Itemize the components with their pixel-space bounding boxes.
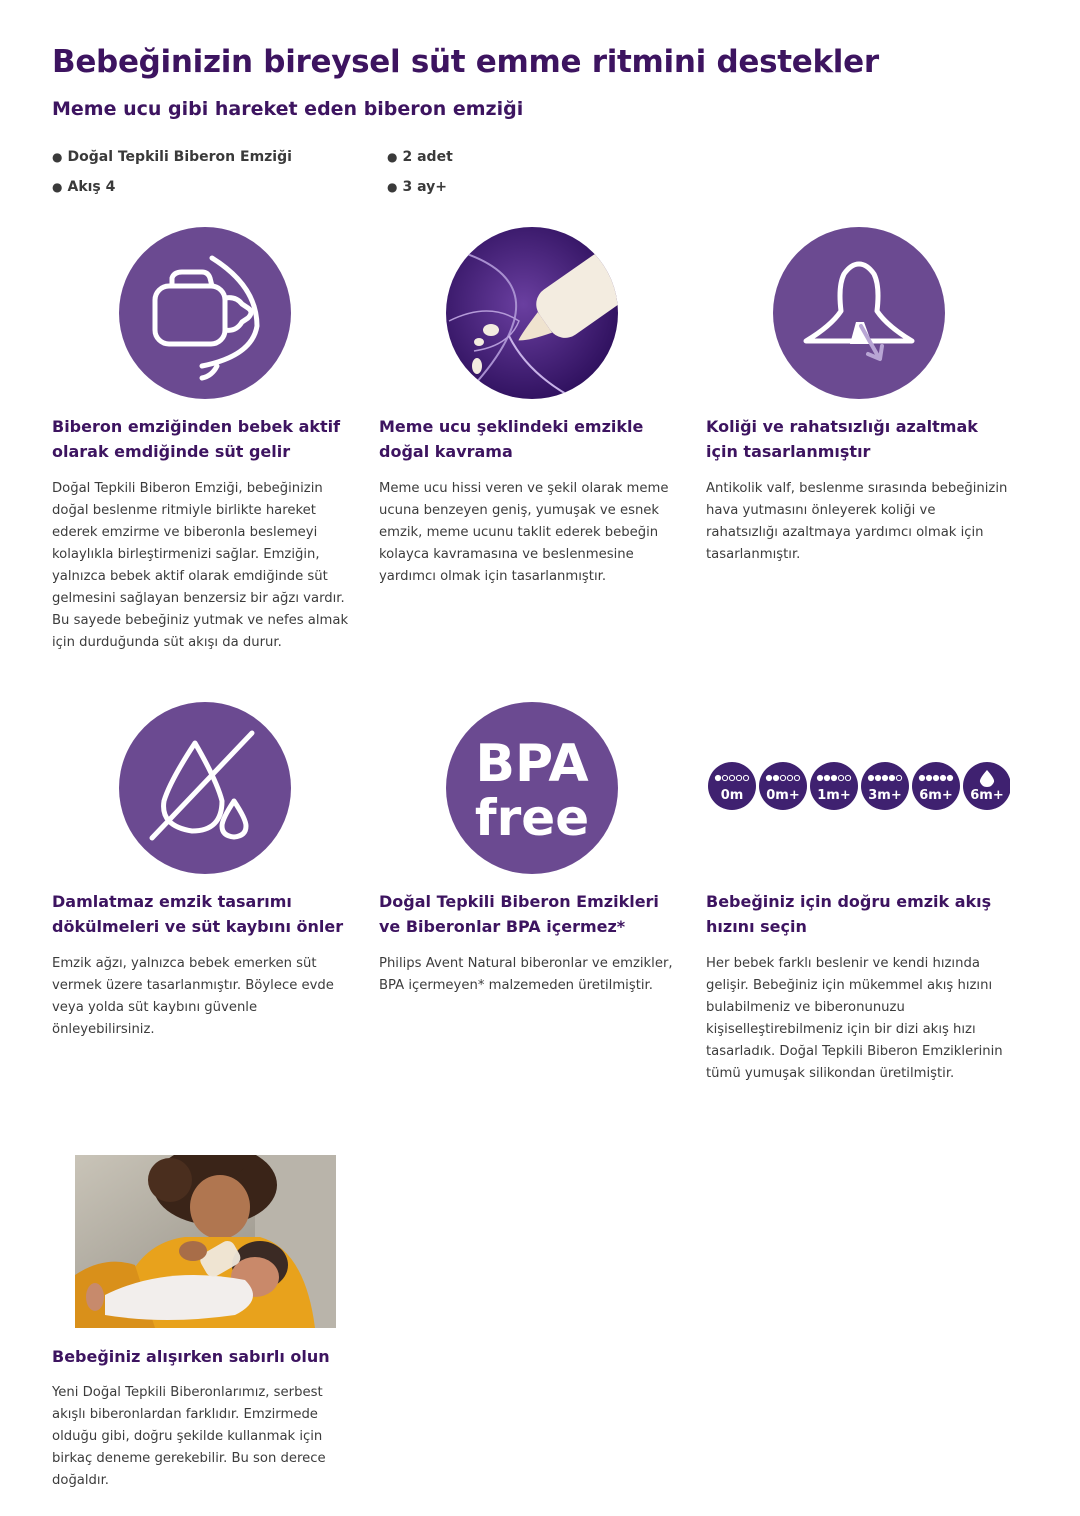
bullet-icon: ● [387,180,398,194]
bullet-icon: ● [52,150,63,164]
feature-title: Bebeğiniz için doğru emzik akış hızını seçin [706,892,992,936]
flow-badge [861,762,909,810]
bottle-icon [52,226,356,402]
drop-filled-icon [824,775,829,780]
flow-badge-label: 6m+ [919,788,953,803]
baby-feeding-icon [379,226,683,402]
drop-filled-icon [940,775,945,780]
flow-badge-label: 0m [720,788,744,803]
flow-badge [912,762,960,810]
feature-body: Meme ucu hissi veren ve şekil olarak meme ucuna benzeyen geniş, yumuşak ve esnek emzik, meme ucunu taklit ederek bebeğin kolayca kavramasına ve beslenmesine yardımcı olmak için tasarlanmıştır. [379,481,669,584]
spec-label: 3 ay+ [402,179,447,195]
flow-badge [963,762,1010,810]
spec-item [52,147,292,167]
feature-title: Damlatmaz emzik tasarımı dökülmeleri ve süt kaybını önler [52,892,344,936]
spec-label: 2 adet [402,149,453,165]
feature-body: Doğal Tepkili Biberon Emziği, bebeğinizin doğal beslenme ritmiyle birlikte hareket ederek emzirme ve biberonla beslemeyi kolaylıkla birleştirmenizi sağlar. Emziğin, yalnızca bebek aktif olarak emdiğinde süt gelmesini sağlayan benzersiz bir ağzı vardır. Bu sayede bebeğiniz yutmak ve nefes almak için durduğunda süt akışı da durur. [52,481,349,650]
feature-body: Antikolik valf, beslenme sırasında bebeğinizin hava yutmasını önleyerek koliği ve rahatsızlığı azaltmaya yardımcı olmak için tasarlanmıştır. [706,481,1008,562]
feature-body: Philips Avent Natural biberonlar ve emzikler, BPA içermeyen* malzemeden üretilmiştir. [379,956,673,993]
spec-item [52,177,115,197]
bullet-icon: ● [387,150,398,164]
spec-label: Doğal Tepkili Biberon Emziği [67,149,292,165]
flow-badge-label: 6m+ [970,788,1004,803]
drop-filled-icon [715,775,720,780]
flow-badge-label: 3m+ [868,788,902,803]
drop-filled-icon [926,775,931,780]
feature-title: Koliği ve rahatsızlığı azaltmak için tasarlanmıştır [706,417,978,461]
drop-filled-icon [875,775,880,780]
drop-filled-icon [766,775,771,780]
drop-filled-icon [817,775,822,780]
mother-feeding-baby-photo [75,1155,336,1328]
feature-title: Biberon emziğinden bebek aktif olarak emdiğinde süt gelir [52,417,341,461]
drop-filled-icon [831,775,836,780]
spec-item [387,147,453,167]
drop-filled-icon [947,775,952,780]
feature-title: Meme ucu şeklindeki emzikle doğal kavrama [379,417,644,461]
feature-body: Yeni Doğal Tepkili Biberonlarımız, serbest akışlı biberonlardan farklıdır. Emzirmede olduğu gibi, doğru şekilde kullanmak için birkaç deneme gerekebilir. Bu son derece doğaldır. [52,1385,326,1488]
bpa-badge-line1: BPA [475,734,589,794]
flow-rate-icon [706,701,1010,877]
page-subtitle: Meme ucu gibi hareket eden biberon emziği [52,98,524,120]
drop-filled-icon [889,775,894,780]
bpa-badge-line2: free [474,789,590,847]
drop-filled-icon [773,775,778,780]
flow-badge-label: 0m+ [766,788,800,803]
flow-badge [759,762,807,810]
flow-badge-label: 1m+ [817,788,851,803]
bullet-icon: ● [52,180,63,194]
drop-filled-icon [933,775,938,780]
feature-title: Bebeğiniz alışırken sabırlı olun [52,1347,330,1366]
page-title: Bebeğinizin bireysel süt emme ritmini destekler [52,44,879,80]
flow-badge [708,762,756,810]
feature-title: Doğal Tepkili Biberon Emzikleri ve Biberonlar BPA içermez* [379,892,659,936]
drop-filled-icon [882,775,887,780]
spec-item [387,177,447,197]
drop-filled-icon [868,775,873,780]
no-drip-icon [52,701,356,877]
drop-filled-icon [919,775,924,780]
anti-colic-valve-icon [706,226,1010,402]
flow-badge [810,762,858,810]
bpa-free-icon [379,701,683,877]
feature-body: Her bebek farklı beslenir ve kendi hızında gelişir. Bebeğiniz için mükemmel akış hızını bulabilmeniz ve biberonunuzu kişiselleştirebilmeniz için bir dizi akış hızı tasarladık. Doğal Tepkili Biberon Emziklerinin tümü yumuşak silikondan üretilmiştir. [706,956,1003,1081]
spec-label: Akış 4 [67,179,116,195]
feature-body: Emzik ağzı, yalnızca bebek emerken süt vermek üzere tasarlanmıştır. Böylece evde veya yolda süt kaybını güvenle önleyebilirsiniz. [52,956,334,1037]
